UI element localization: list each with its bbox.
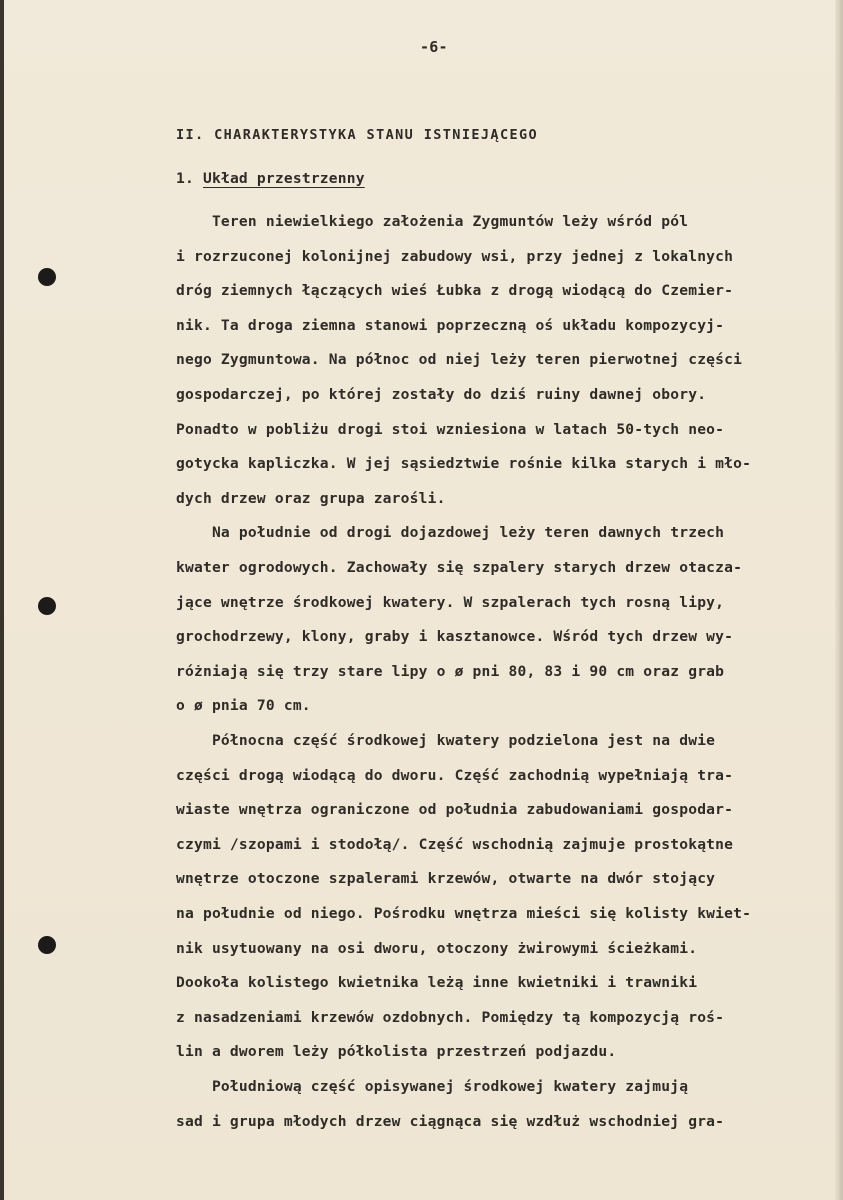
text-line: sad i grupa młodych drzew ciągnąca się wzdłuż wschodniej gra- bbox=[176, 1112, 725, 1130]
text-line: Dookoła kolistego kwietnika leżą inne kwietniki i trawniki bbox=[176, 974, 698, 992]
text-line: nego Zygmuntowa. Na północ od niej leży teren pierwotnej części bbox=[176, 351, 743, 369]
text-line: lin a dworem leży półkolista przestrzeń podjazdu. bbox=[176, 1043, 617, 1061]
text-line: dych drzew oraz grupa zarośli. bbox=[176, 489, 446, 507]
text-line: grochodrzewy, klony, graby i kasztanowce. Wśród tych drzew wy- bbox=[176, 628, 734, 646]
text-line: nik usytuowany na osi dworu, otoczony żwirowymi ścieżkami. bbox=[176, 939, 698, 957]
section-heading: II. CHARAKTERYSTYKA STANU ISTNIEJĄCEGO bbox=[176, 127, 539, 143]
text-line: jące wnętrze środkowej kwatery. W szpalerach tych rosną lipy, bbox=[176, 593, 725, 611]
text-line: gospodarczej, po której zostały do dziś ruiny dawnej obory. bbox=[176, 386, 707, 403]
text-line: i rozrzuconej kolonijnej zabudowy wsi, przy jednej z lokalnych bbox=[176, 247, 734, 265]
text-line: dróg ziemnych łączących wieś Łubka z drogą wiodącą do Czemier- bbox=[176, 282, 734, 300]
subsection-heading bbox=[176, 162, 365, 197]
text-line: różniają się trzy stare lipy o ø pni 80, 83 i 90 cm oraz grab bbox=[176, 662, 725, 680]
text-line: Południową część opisywanej środkowej kwatery zajmują bbox=[176, 1078, 689, 1095]
page-number: -6- bbox=[420, 38, 448, 56]
subsection-number: 1. bbox=[176, 170, 194, 187]
text-line: wiaste wnętrza ograniczone od południa zabudowaniami gospodar- bbox=[176, 801, 734, 819]
text-line: o ø pnia 70 cm. bbox=[176, 697, 311, 715]
text-line: Ponadto w pobliżu drogi stoi wzniesiona w latach 50-tych neo- bbox=[176, 420, 725, 438]
text-line: Północna część środkowej kwatery podzielona jest na dwie bbox=[176, 732, 716, 749]
text-line: kwater ogrodowych. Zachowały się szpalery starych drzew otacza- bbox=[176, 559, 743, 576]
subsection-title: Układ przestrzenny bbox=[202, 170, 365, 187]
text-line: wnętrze otoczone szpalerami krzewów, otwarte na dwór stojący bbox=[176, 870, 716, 888]
text-line: Na południe od drogi dojazdowej leży teren dawnych trzech bbox=[176, 524, 725, 542]
text-line: części drogą wiodącą do dworu. Część zachodnią wypełniają tra- bbox=[176, 766, 734, 784]
text-line: Teren niewielkiego założenia Zygmuntów leży wśród pól bbox=[176, 213, 689, 230]
text-line: z nasadzeniami krzewów ozdobnych. Pomiędzy tą kompozycją roś- bbox=[176, 1008, 725, 1026]
text-line: gotycka kapliczka. W jej sąsiedztwie rośnie kilka starych i mło- bbox=[176, 455, 752, 473]
text-line: nik. Ta droga ziemna stanowi poprzeczną oś układu kompozycyj- bbox=[176, 316, 725, 334]
text-line: czymi /szopami i stodołą/. Część wschodnią zajmuje prostokątne bbox=[176, 835, 734, 853]
text-line: na południe od niego. Pośrodku wnętrza mieści się kolisty kwiet- bbox=[176, 905, 752, 922]
